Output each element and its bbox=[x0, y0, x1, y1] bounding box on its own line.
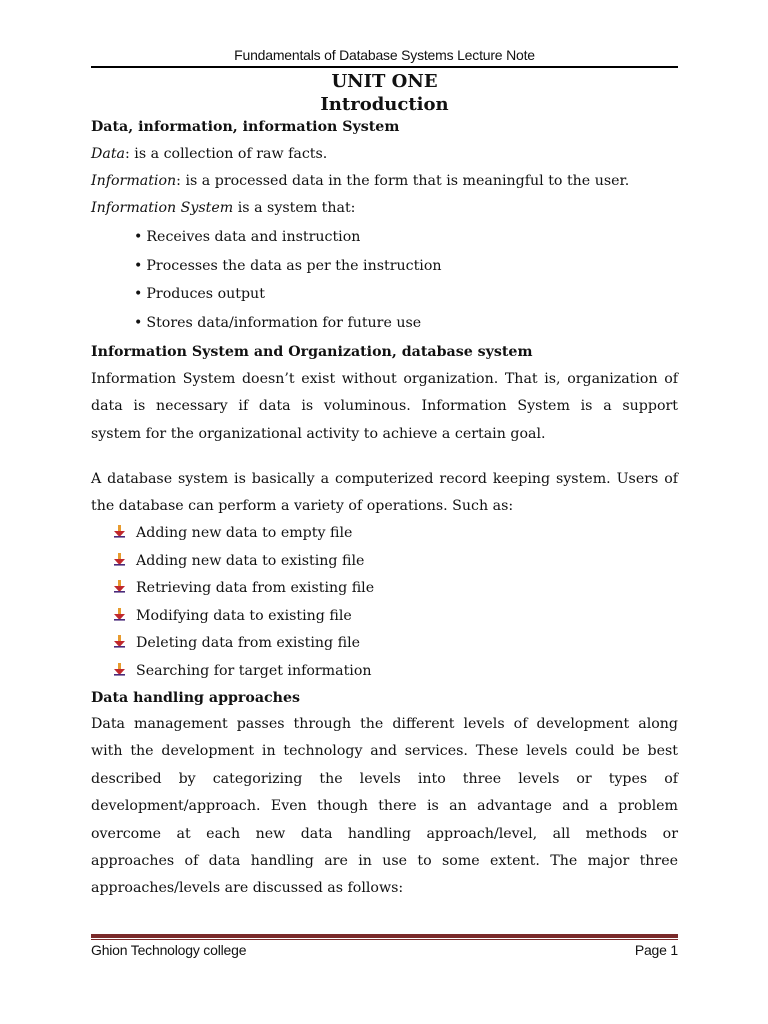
footer-rule-thin bbox=[91, 939, 678, 940]
list-item: Retrieving data from existing file bbox=[113, 580, 374, 596]
document-page bbox=[91, 0, 678, 1024]
arrow-down-bullet-icon bbox=[113, 635, 126, 648]
list-item: • Processes the data as per the instruction bbox=[134, 258, 442, 274]
arrow-down-bullet-icon bbox=[113, 580, 126, 593]
section-heading-information-system-organization: Information System and Organization, database system bbox=[91, 344, 533, 360]
term-information-system: Information System bbox=[91, 200, 234, 216]
footer-page-number: Page 1 bbox=[634, 942, 678, 958]
term-data: Data bbox=[91, 146, 125, 162]
footer-college-name: Ghion Technology college bbox=[91, 942, 247, 958]
section-heading-data-information: Data, information, information System bbox=[91, 119, 400, 135]
list-item: Searching for target information bbox=[113, 663, 372, 679]
running-header: Fundamentals of Database Systems Lecture Note bbox=[234, 47, 535, 63]
unit-subtitle: Introduction bbox=[320, 94, 449, 115]
list-item: Deleting data from existing file bbox=[113, 635, 360, 651]
definition-information-system bbox=[91, 200, 355, 216]
definition-information-system-text: is a system that: bbox=[233, 200, 356, 216]
arrow-down-bullet-icon bbox=[113, 663, 126, 676]
footer-rule bbox=[91, 934, 678, 938]
arrow-down-bullet-icon bbox=[113, 553, 126, 566]
term-information: Information bbox=[91, 173, 177, 189]
bullet-dot-icon: • bbox=[134, 286, 143, 302]
list-item: • Stores data/information for future use bbox=[134, 315, 422, 331]
section-heading-data-handling: Data handling approaches bbox=[91, 690, 301, 706]
header-rule bbox=[91, 66, 678, 68]
bullet-dot-icon: • bbox=[134, 315, 143, 331]
bullet-dot-icon: • bbox=[134, 258, 143, 274]
list-item: • Receives data and instruction bbox=[134, 229, 361, 245]
definition-data-text: : is a collection of raw facts. bbox=[125, 146, 328, 162]
definition-information-text: : is a processed data in the form that is meaningful to the user. bbox=[176, 173, 630, 189]
arrow-down-bullet-icon bbox=[113, 525, 126, 538]
list-item: Modifying data to existing file bbox=[113, 608, 352, 624]
definition-data bbox=[91, 146, 327, 162]
bullet-dot-icon: • bbox=[134, 229, 143, 245]
list-item: Adding new data to existing file bbox=[113, 553, 364, 569]
paragraph-database-system: A database system is basically a computerized record keeping system. Users of the database can perform a variety of operations. Such as: bbox=[91, 471, 678, 515]
list-item: Adding new data to empty file bbox=[113, 525, 352, 541]
definition-information bbox=[91, 173, 629, 189]
paragraph-information-system: Information System doesn’t exist without organization. That is, organization of data is necessary if data is voluminous. Information System is a support system for the organizational activity to achieve a certain goal. bbox=[91, 371, 678, 442]
unit-title: UNIT ONE bbox=[331, 71, 438, 92]
list-item: • Produces output bbox=[134, 286, 265, 302]
paragraph-data-handling: Data management passes through the different levels of development along with the development in technology and services. These levels could be best described by categorizing the levels into three levels or types of development/approach. Even though there is an advantage and a problem overcome at each new data handling approach/level, all methods or approaches of data handling are in use to some extent. The major three approaches/levels are discussed as follows: bbox=[91, 716, 678, 897]
arrow-down-bullet-icon bbox=[113, 608, 126, 621]
